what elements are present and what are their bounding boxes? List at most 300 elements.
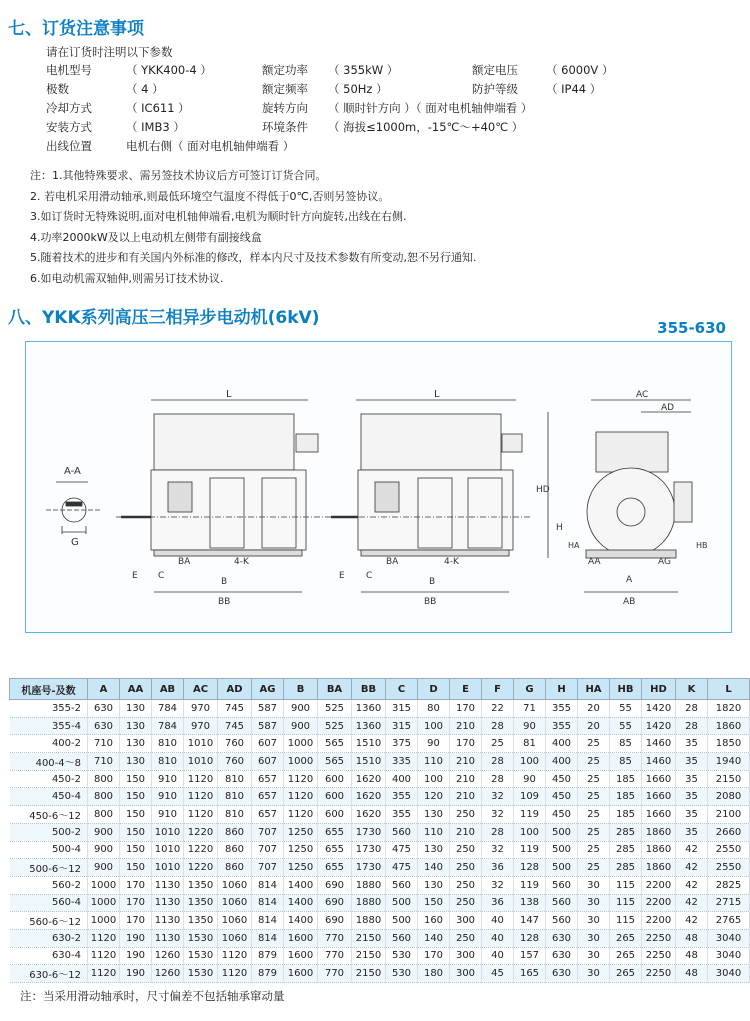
table-cell: 85: [610, 753, 642, 771]
table-cell: 355: [546, 700, 578, 718]
table-cell: 250: [450, 806, 482, 824]
table-cell: 110: [418, 823, 450, 841]
table-cell: 150: [120, 770, 152, 788]
table-cell: 28: [482, 823, 514, 841]
table-cell: 784: [152, 717, 184, 735]
g-label: G: [71, 537, 79, 548]
table-cell: 1510: [352, 735, 386, 753]
table-cell: 80: [418, 700, 450, 718]
table-cell: 100: [514, 823, 546, 841]
table-cell: 2150: [352, 947, 386, 965]
table-cell: 150: [120, 841, 152, 859]
table-cell: 500: [386, 912, 418, 930]
table-header: F: [482, 679, 514, 700]
table-cell: 250: [450, 859, 482, 877]
table-cell: 1600: [284, 947, 318, 965]
note-item: 5.随着技术的进步和有关国内外标准的修改，样本内尺寸及技术参数有所变动,恕不另行通知.: [30, 251, 477, 265]
table-cell: 630: [546, 947, 578, 965]
table-cell: 500-4: [10, 841, 88, 859]
table-cell: 525: [318, 717, 352, 735]
table-cell: 800: [88, 788, 120, 806]
table-cell: 1120: [284, 788, 318, 806]
table-cell: 210: [450, 823, 482, 841]
table-cell: 1350: [184, 876, 218, 894]
table-cell: 3040: [708, 929, 750, 947]
table-cell: 190: [120, 947, 152, 965]
table-cell: 707: [252, 859, 284, 877]
dimension-table: [9, 678, 750, 983]
param-value: （ IP44 ）: [546, 82, 602, 96]
table-cell: 560: [386, 876, 418, 894]
bb-label-2: BB: [424, 597, 437, 607]
table-cell: 1460: [642, 735, 676, 753]
table-cell: 657: [252, 770, 284, 788]
table-cell: 140: [418, 859, 450, 877]
table-cell: 140: [418, 929, 450, 947]
table-cell: 375: [386, 735, 418, 753]
table-row: [10, 876, 750, 894]
table-cell: 3040: [708, 947, 750, 965]
table-cell: 500: [546, 823, 578, 841]
table-cell: 35: [676, 735, 708, 753]
table-cell: 1360: [352, 717, 386, 735]
table-cell: 119: [514, 841, 546, 859]
table-cell: 910: [152, 788, 184, 806]
table-row: [10, 770, 750, 788]
table-cell: 30: [578, 947, 610, 965]
param-label: 环境条件: [262, 120, 308, 134]
note-item: 6.如电动机需双轴伸,则需另订技术协议.: [30, 271, 224, 285]
table-cell: 1000: [88, 912, 120, 930]
ha-label: HA: [568, 541, 580, 550]
table-cell: 138: [514, 894, 546, 912]
table-cell: 1860: [708, 717, 750, 735]
table-cell: 25: [578, 823, 610, 841]
hb-label: HB: [696, 541, 708, 550]
table-cell: 400-4～8: [10, 753, 88, 771]
param-label: 电机型号: [46, 63, 92, 77]
note-item: 注：1.其他特殊要求、需另签技术协议后方可签订订货合同。: [30, 169, 327, 182]
table-cell: 1250: [284, 841, 318, 859]
table-cell: 565: [318, 753, 352, 771]
table-cell: 1510: [352, 753, 386, 771]
table-cell: 560: [386, 929, 418, 947]
table-header: HD: [642, 679, 676, 700]
a-label: A: [626, 575, 633, 585]
table-cell: 1010: [184, 753, 218, 771]
table-cell: 150: [418, 894, 450, 912]
footnote: 注：当采用滑动轴承时，尺寸偏差不包括轴承窜动量: [20, 989, 285, 1003]
table-cell: 1880: [352, 894, 386, 912]
table-cell: 814: [252, 894, 284, 912]
table-cell: 100: [514, 753, 546, 771]
table-row: [10, 753, 750, 771]
table-cell: 565: [318, 735, 352, 753]
table-cell: 2200: [642, 912, 676, 930]
table-cell: 970: [184, 717, 218, 735]
table-cell: 48: [676, 929, 708, 947]
table-header: AA: [120, 679, 152, 700]
table-cell: 900: [88, 859, 120, 877]
table-row: [10, 735, 750, 753]
table-header: L: [708, 679, 750, 700]
table-cell: 475: [386, 859, 418, 877]
table-cell: 190: [120, 965, 152, 983]
table-cell: 450-2: [10, 770, 88, 788]
table-cell: 130: [418, 876, 450, 894]
note-item: 4.功率2000kW及以上电动机左侧带有副接线盒: [30, 230, 262, 244]
table-cell: 35: [676, 753, 708, 771]
table-cell: 560: [386, 823, 418, 841]
table-cell: 450: [546, 788, 578, 806]
param-label: 旋转方向: [262, 101, 308, 115]
table-cell: 900: [88, 841, 120, 859]
table-cell: 30: [578, 929, 610, 947]
table-cell: 1360: [352, 700, 386, 718]
table-cell: 910: [152, 806, 184, 824]
table-cell: 1530: [184, 947, 218, 965]
table-cell: 707: [252, 823, 284, 841]
table-cell: 25: [578, 788, 610, 806]
table-cell: 300: [450, 965, 482, 983]
table-cell: 35: [676, 806, 708, 824]
table-cell: 1620: [352, 788, 386, 806]
table-cell: 120: [418, 788, 450, 806]
table-cell: 1660: [642, 806, 676, 824]
table-cell: 1010: [184, 735, 218, 753]
table-cell: 814: [252, 912, 284, 930]
table-cell: 1010: [152, 859, 184, 877]
table-cell: 1000: [284, 735, 318, 753]
table-header: H: [546, 679, 578, 700]
table-cell: 1730: [352, 859, 386, 877]
table-cell: 2200: [642, 894, 676, 912]
ag-label: AG: [658, 557, 671, 567]
table-cell: 607: [252, 735, 284, 753]
table-cell: 115: [610, 894, 642, 912]
ac-label: AC: [636, 390, 649, 400]
table-cell: 810: [218, 806, 252, 824]
motor-drawings: [26, 342, 731, 632]
table-header: K: [676, 679, 708, 700]
table-cell: 2150: [352, 929, 386, 947]
table-cell: 530: [386, 965, 418, 983]
table-cell: 355: [386, 806, 418, 824]
table-cell: 500-2: [10, 823, 88, 841]
table-cell: 250: [450, 876, 482, 894]
table-cell: 1130: [152, 912, 184, 930]
table-cell: 1600: [284, 965, 318, 983]
param-value: （ IC611 ）: [126, 101, 190, 115]
table-cell: 30: [578, 876, 610, 894]
l-label-2: L: [434, 389, 440, 400]
table-cell: 71: [514, 700, 546, 718]
table-cell: 450: [546, 770, 578, 788]
table-cell: 607: [252, 753, 284, 771]
c-label-1: C: [158, 571, 165, 581]
param-label: 额定功率: [262, 63, 308, 77]
table-cell: 150: [120, 823, 152, 841]
table-cell: 630-2: [10, 929, 88, 947]
table-cell: 1220: [184, 859, 218, 877]
table-cell: 1120: [184, 770, 218, 788]
table-cell: 1530: [184, 929, 218, 947]
table-cell: 90: [418, 735, 450, 753]
table-cell: 560-6～12: [10, 912, 88, 930]
table-cell: 300: [450, 947, 482, 965]
section-aa-label: A-A: [64, 466, 81, 477]
table-cell: 655: [318, 841, 352, 859]
table-cell: 655: [318, 823, 352, 841]
table-header: AG: [252, 679, 284, 700]
table-cell: 1010: [152, 841, 184, 859]
table-cell: 810: [152, 753, 184, 771]
table-header: AD: [218, 679, 252, 700]
param-label: 安装方式: [46, 120, 92, 134]
table-cell: 147: [514, 912, 546, 930]
table-cell: 1860: [642, 823, 676, 841]
table-cell: 655: [318, 859, 352, 877]
order-notes: [30, 166, 477, 290]
table-cell: 1120: [88, 929, 120, 947]
frame-range: 355-630: [657, 319, 726, 337]
param-label: 额定频率: [262, 82, 308, 96]
table-cell: 770: [318, 965, 352, 983]
table-cell: 1880: [352, 876, 386, 894]
table-cell: 970: [184, 700, 218, 718]
table-cell: 119: [514, 876, 546, 894]
table-cell: 814: [252, 929, 284, 947]
ba-label-2: BA: [386, 557, 399, 567]
table-cell: 1060: [218, 929, 252, 947]
table-cell: 2250: [642, 929, 676, 947]
end-view: [536, 390, 708, 607]
table-cell: 119: [514, 806, 546, 824]
table-cell: 250: [450, 894, 482, 912]
table-cell: 1400: [284, 876, 318, 894]
table-cell: 170: [120, 876, 152, 894]
table-cell: 2100: [708, 806, 750, 824]
table-cell: 355-4: [10, 717, 88, 735]
table-cell: 100: [418, 770, 450, 788]
table-cell: 48: [676, 947, 708, 965]
ba-label-1: BA: [178, 557, 191, 567]
table-cell: 25: [578, 735, 610, 753]
table-cell: 170: [120, 894, 152, 912]
table-cell: 1420: [642, 717, 676, 735]
table-cell: 1620: [352, 770, 386, 788]
table-cell: 1420: [642, 700, 676, 718]
table-cell: 20: [578, 700, 610, 718]
table-cell: 500: [546, 859, 578, 877]
table-cell: 285: [610, 841, 642, 859]
table-cell: 475: [386, 841, 418, 859]
table-cell: 355: [546, 717, 578, 735]
bb-label-1: BB: [218, 597, 231, 607]
param-value: （ 355kW ）: [328, 63, 399, 77]
table-cell: 400: [546, 753, 578, 771]
table-cell: 810: [152, 735, 184, 753]
table-header: BB: [352, 679, 386, 700]
table-cell: 657: [252, 788, 284, 806]
table-cell: 1530: [184, 965, 218, 983]
table-header: C: [386, 679, 418, 700]
table-cell: 1250: [284, 823, 318, 841]
table-cell: 900: [284, 700, 318, 718]
table-cell: 285: [610, 823, 642, 841]
table-cell: 2250: [642, 947, 676, 965]
table-cell: 1120: [218, 965, 252, 983]
table-cell: 190: [120, 929, 152, 947]
table-cell: 690: [318, 894, 352, 912]
note-item: 2. 若电机采用滑动轴承,则最低环境空气温度不得低于0℃,否则另签协议。: [30, 189, 390, 203]
table-cell: 250: [450, 841, 482, 859]
table-header: G: [514, 679, 546, 700]
table-cell: 130: [120, 717, 152, 735]
table-cell: 760: [218, 753, 252, 771]
table-cell: 115: [610, 876, 642, 894]
table-cell: 150: [120, 806, 152, 824]
table-cell: 1620: [352, 806, 386, 824]
table-cell: 130: [120, 753, 152, 771]
table-cell: 1660: [642, 770, 676, 788]
side-view-2: [326, 389, 531, 607]
table-cell: 745: [218, 717, 252, 735]
table-cell: 185: [610, 770, 642, 788]
table-cell: 265: [610, 947, 642, 965]
4k-label-1: 4-K: [234, 557, 249, 567]
table-row: [10, 823, 750, 841]
table-cell: 109: [514, 788, 546, 806]
table-cell: 130: [418, 841, 450, 859]
table-cell: 2250: [642, 965, 676, 983]
table-cell: 25: [578, 841, 610, 859]
table-cell: 185: [610, 806, 642, 824]
table-cell: 760: [218, 735, 252, 753]
table-cell: 210: [450, 770, 482, 788]
table-cell: 1120: [218, 947, 252, 965]
table-cell: 1120: [184, 788, 218, 806]
table-cell: 210: [450, 788, 482, 806]
table-cell: 2715: [708, 894, 750, 912]
table-cell: 450-4: [10, 788, 88, 806]
table-cell: 40: [482, 947, 514, 965]
table-cell: 710: [88, 735, 120, 753]
table-cell: 879: [252, 947, 284, 965]
table-cell: 2550: [708, 841, 750, 859]
table-cell: 450-6～12: [10, 806, 88, 824]
table-cell: 1600: [284, 929, 318, 947]
table-header: HB: [610, 679, 642, 700]
table-cell: 1220: [184, 823, 218, 841]
param-label: 额定电压: [472, 63, 518, 77]
table-header: BA: [318, 679, 352, 700]
table-cell: 170: [120, 912, 152, 930]
table-cell: 1000: [88, 876, 120, 894]
table-cell: 1010: [152, 823, 184, 841]
table-cell: 35: [676, 823, 708, 841]
table-cell: 560-4: [10, 894, 88, 912]
table-cell: 860: [218, 841, 252, 859]
table-cell: 560: [546, 894, 578, 912]
table-cell: 28: [676, 717, 708, 735]
order-intro: 请在订货时注明以下参数: [46, 45, 173, 59]
section8-title: 八、YKK系列高压三相异步电动机(6kV): [8, 308, 320, 328]
side-view-1: [116, 389, 326, 607]
table-cell: 400: [546, 735, 578, 753]
table-cell: 180: [418, 965, 450, 983]
b-label-1: B: [221, 577, 228, 587]
note-item: 3.如订货时无特殊说明,面对电机轴伸端看,电机为顺时针方向旋转,出线在右侧.: [30, 210, 407, 224]
table-row: [10, 912, 750, 930]
table-cell: 1660: [642, 788, 676, 806]
table-cell: 335: [386, 753, 418, 771]
table-header: AC: [184, 679, 218, 700]
table-row: [10, 788, 750, 806]
table-cell: 150: [120, 788, 152, 806]
table-cell: 630: [88, 700, 120, 718]
table-cell: 1260: [152, 965, 184, 983]
table-cell: 630: [546, 929, 578, 947]
table-cell: 1120: [184, 806, 218, 824]
param-label: 冷却方式: [46, 101, 92, 115]
table-cell: 560-2: [10, 876, 88, 894]
table-cell: 2660: [708, 823, 750, 841]
table-cell: 315: [386, 700, 418, 718]
table-cell: 800: [88, 770, 120, 788]
table-cell: 55: [610, 700, 642, 718]
table-cell: 81: [514, 735, 546, 753]
param-label: 出线位置: [46, 139, 92, 153]
table-cell: 185: [610, 788, 642, 806]
table-cell: 30: [578, 912, 610, 930]
table-cell: 170: [450, 700, 482, 718]
table-header: D: [418, 679, 450, 700]
table-cell: 1060: [218, 912, 252, 930]
table-cell: 1000: [284, 753, 318, 771]
table-cell: 745: [218, 700, 252, 718]
table-cell: 30: [578, 894, 610, 912]
table-cell: 130: [120, 735, 152, 753]
table-cell: 28: [482, 717, 514, 735]
table-cell: 707: [252, 841, 284, 859]
param-value: （ YKK400-4 ）: [126, 63, 212, 77]
table-cell: 530: [386, 947, 418, 965]
table-cell: 1060: [218, 894, 252, 912]
table-row: [10, 947, 750, 965]
table-cell: 770: [318, 947, 352, 965]
table-cell: 36: [482, 894, 514, 912]
table-row: [10, 841, 750, 859]
table-cell: 2825: [708, 876, 750, 894]
table-row: [10, 929, 750, 947]
table-cell: 20: [578, 717, 610, 735]
table-cell: 400: [386, 770, 418, 788]
table-cell: 690: [318, 876, 352, 894]
table-cell: 770: [318, 929, 352, 947]
table-row: [10, 894, 750, 912]
param-value: （ IMB3 ）: [126, 120, 185, 134]
table-header: A: [88, 679, 120, 700]
table-cell: 160: [418, 912, 450, 930]
table-cell: 500: [546, 841, 578, 859]
table-cell: 630: [88, 717, 120, 735]
table-cell: 355-2: [10, 700, 88, 718]
table-cell: 42: [676, 841, 708, 859]
table-cell: 587: [252, 717, 284, 735]
table-cell: 35: [676, 788, 708, 806]
table-cell: 42: [676, 894, 708, 912]
